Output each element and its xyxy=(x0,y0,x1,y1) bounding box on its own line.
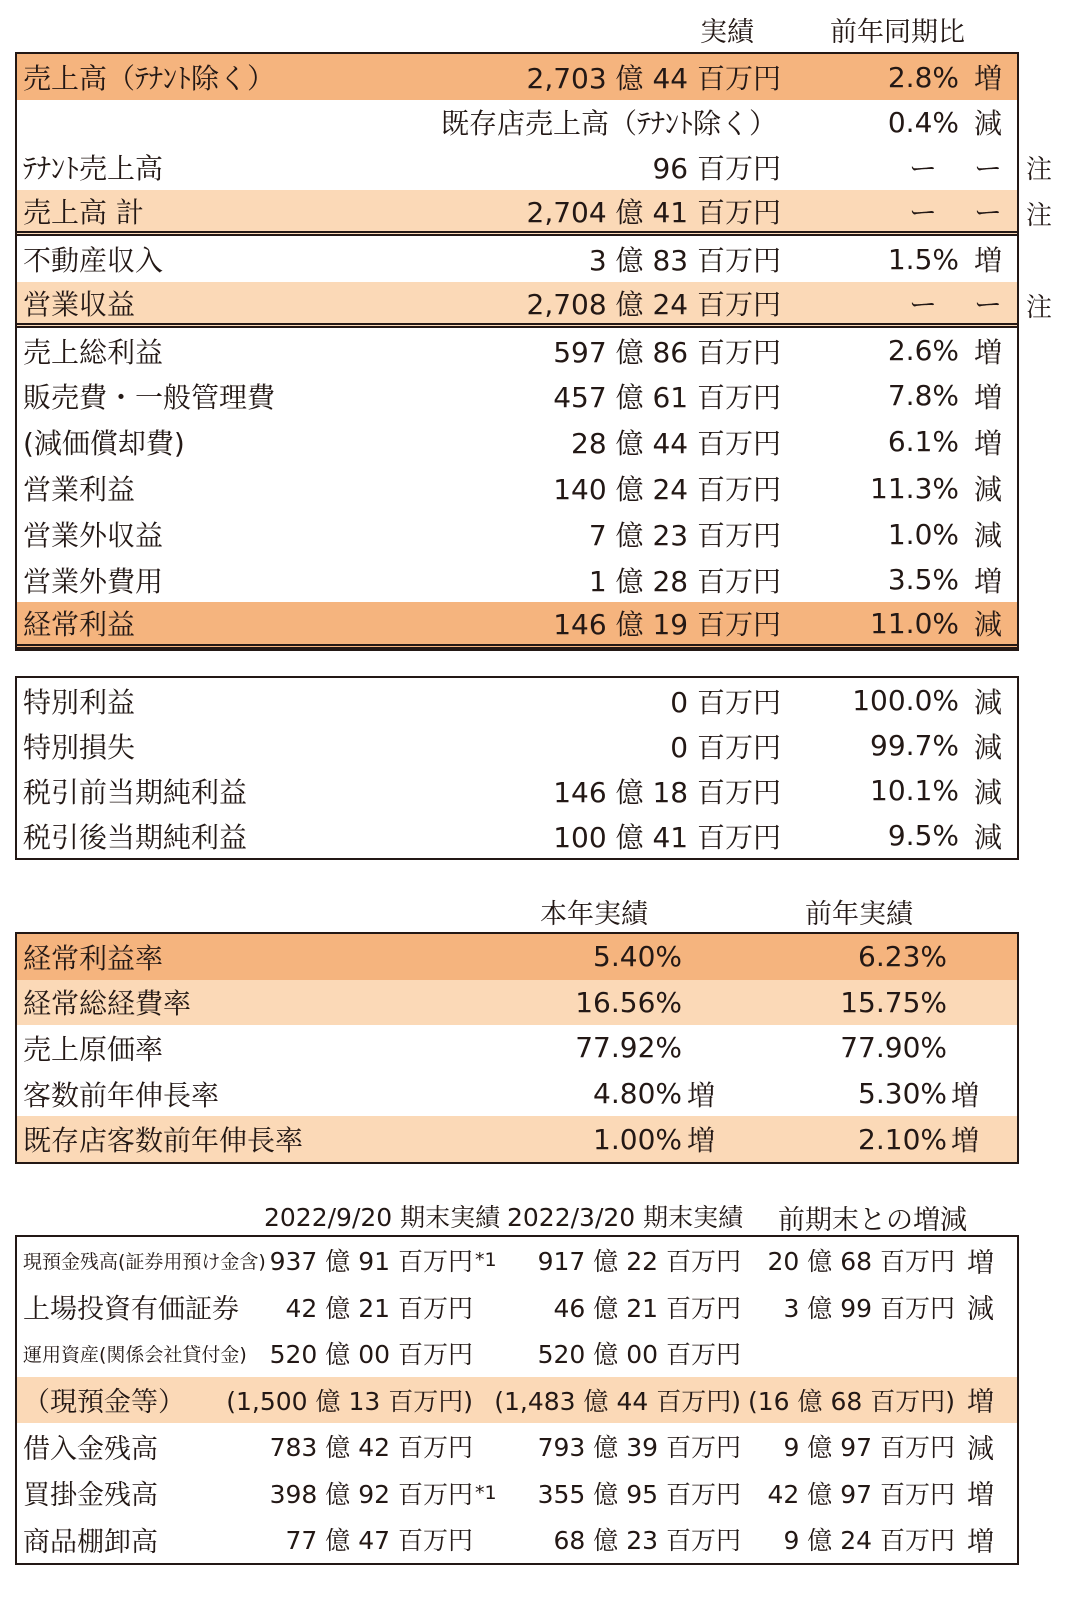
row-label: 営業外収益 xyxy=(23,519,164,552)
extraordinary-table xyxy=(15,676,1019,860)
table-row xyxy=(17,934,1017,980)
previous-direction: 増 xyxy=(951,1078,980,1112)
row-amount: 2,704 億 41 百万円 xyxy=(526,195,781,229)
row-label: 既存店客数前年伸長率 xyxy=(23,1124,304,1158)
current-value: 16.56% xyxy=(575,985,682,1019)
period-end-previous: (1,483 億 44 百万円) xyxy=(494,1386,741,1416)
row-label: 商品棚卸高 xyxy=(23,1526,158,1558)
row-label: 営業収益 xyxy=(23,287,136,321)
row-label: 客数前年伸長率 xyxy=(23,1078,220,1112)
row-direction: 減 xyxy=(973,820,1002,854)
period-end-current-value: 42 億 21 百万円 xyxy=(285,1293,473,1323)
row-label: 売上原価率 xyxy=(23,1032,164,1066)
table-row xyxy=(17,1025,1017,1071)
row-label: （現預金等） xyxy=(23,1387,185,1419)
row-label: 税引後当期純利益 xyxy=(23,820,248,854)
row-label: 不動産収入 xyxy=(23,244,164,277)
period-end-current xyxy=(270,1423,501,1470)
footnote-mark: 注 xyxy=(1026,200,1053,231)
period-end-previous: 46 億 21 百万円 xyxy=(553,1293,741,1323)
row-amount: 597 億 86 百万円 xyxy=(553,335,781,369)
row-amount: 0 百万円 xyxy=(670,730,781,764)
current-direction: 増 xyxy=(687,1124,716,1158)
row-direction: 増 xyxy=(973,335,1002,369)
change-value: 42 億 97 百万円 xyxy=(767,1479,955,1509)
footnote-mark: 注 xyxy=(1026,154,1053,185)
current-direction: 増 xyxy=(687,1078,716,1112)
row-amount: 0 百万円 xyxy=(670,685,781,719)
table-row xyxy=(17,373,1017,418)
period-end-current xyxy=(270,1470,501,1517)
row-yoy-percent: 1.5% xyxy=(887,242,959,276)
row-label: 売上高 計 xyxy=(23,195,144,229)
period-end-current xyxy=(270,1237,501,1284)
row-label: 売上高（ﾃﾅﾝﾄ除く） xyxy=(23,62,276,95)
header-previous-year: 前年実績 xyxy=(805,899,913,930)
table-row xyxy=(17,678,1017,723)
row-direction: ー xyxy=(973,287,1002,321)
table-row xyxy=(17,282,1017,328)
period-end-current-value: 398 億 92 百万円 xyxy=(269,1479,473,1509)
row-yoy-percent: 2.6% xyxy=(887,334,959,367)
row-yoy-percent: ー xyxy=(908,195,937,229)
row-yoy-percent: 1.0% xyxy=(887,517,959,551)
row-yoy-percent: 99.7% xyxy=(870,729,959,762)
row-label: 現預金残高(証券用預け金含) xyxy=(23,1250,266,1273)
header-yoy: 前年同期比 xyxy=(830,17,965,48)
period-end-current-value: 783 億 42 百万円 xyxy=(269,1433,473,1463)
footnote-mark: 注 xyxy=(1026,292,1053,323)
table-row xyxy=(17,1330,1017,1377)
row-yoy-percent: 7.8% xyxy=(887,379,959,412)
table-row xyxy=(17,1071,1017,1117)
change-direction: 減 xyxy=(967,1294,994,1326)
previous-value: 15.75% xyxy=(840,985,947,1019)
row-yoy-percent: 3.5% xyxy=(887,563,959,596)
change-value: (16 億 68 百万円) xyxy=(748,1386,955,1416)
row-amount: 146 億 19 百万円 xyxy=(553,608,781,641)
row-amount: 146 億 18 百万円 xyxy=(553,775,781,809)
current-value: 4.80% xyxy=(593,1077,682,1111)
row-label: ﾃﾅﾝﾄ売上高 xyxy=(23,152,164,185)
row-label: 営業外費用 xyxy=(23,564,164,598)
income-statement-table xyxy=(15,52,1019,651)
previous-direction: 増 xyxy=(951,1124,980,1158)
row-direction: 増 xyxy=(973,380,1002,414)
row-label: 税引前当期純利益 xyxy=(23,775,248,809)
row-direction: 減 xyxy=(973,685,1002,719)
row-yoy-percent: 11.3% xyxy=(870,471,959,505)
row-yoy-percent: 0.4% xyxy=(887,105,959,139)
table-row xyxy=(17,236,1017,282)
row-label: (減価償却費) xyxy=(23,426,185,460)
row-amount: 7 億 23 百万円 xyxy=(588,519,781,552)
row-label: 営業利益 xyxy=(23,473,136,506)
row-direction: 減 xyxy=(973,473,1002,506)
row-amount: 96 百万円 xyxy=(652,152,781,185)
row-yoy-percent: 100.0% xyxy=(852,684,959,717)
row-amount: 457 億 61 百万円 xyxy=(553,380,781,414)
row-label: 販売費・一般管理費 xyxy=(23,380,276,414)
row-amount: 3 億 83 百万円 xyxy=(588,244,781,277)
period-end-previous: 355 億 95 百万円 xyxy=(537,1479,741,1509)
balance-table xyxy=(15,1235,1019,1565)
table-row xyxy=(17,1284,1017,1331)
change-direction: 増 xyxy=(967,1480,994,1512)
change-direction: 増 xyxy=(967,1247,994,1279)
table-row xyxy=(17,1423,1017,1470)
current-value: 1.00% xyxy=(593,1122,682,1156)
period-end-current-value: (1,500 億 13 百万円) xyxy=(226,1386,473,1416)
row-label: 借入金残高 xyxy=(23,1433,158,1465)
previous-value: 5.30% xyxy=(858,1077,947,1111)
row-yoy-percent: 9.5% xyxy=(887,819,959,852)
table-row xyxy=(17,54,1017,100)
row-label: 経常総経費率 xyxy=(23,987,192,1021)
change-direction: 減 xyxy=(967,1433,994,1465)
row-direction: 減 xyxy=(973,608,1002,641)
table-row xyxy=(17,328,1017,373)
period-end-previous: 793 億 39 百万円 xyxy=(537,1433,741,1463)
period-end-previous: 917 億 22 百万円 xyxy=(537,1247,741,1277)
row-label: 運用資産(関係会社貸付金) xyxy=(23,1343,247,1366)
row-label: 経常利益 xyxy=(23,608,136,641)
row-direction: 減 xyxy=(973,775,1002,809)
footnote-asterisk: *1 xyxy=(475,1249,497,1272)
change-value: 3 億 99 百万円 xyxy=(783,1293,955,1323)
table-row xyxy=(17,190,1017,236)
previous-value: 6.23% xyxy=(858,940,947,974)
table-row xyxy=(17,144,1017,190)
period-end-current-value: 77 億 47 百万円 xyxy=(285,1526,473,1556)
row-yoy-percent: 6.1% xyxy=(887,425,959,458)
table-row xyxy=(17,602,1017,649)
row-amount: 140 億 24 百万円 xyxy=(553,473,781,506)
table-row xyxy=(17,418,1017,465)
previous-value: 2.10% xyxy=(858,1122,947,1156)
table-row xyxy=(17,1470,1017,1517)
row-direction: 減 xyxy=(973,107,1002,140)
table-row xyxy=(17,1377,1017,1424)
header-balance-change: 前期末との増減 xyxy=(778,1205,967,1236)
table-row xyxy=(17,465,1017,511)
period-end-previous: 520 億 00 百万円 xyxy=(537,1340,741,1370)
table-row xyxy=(17,813,1017,858)
period-end-current xyxy=(286,1284,501,1331)
previous-value: 77.90% xyxy=(840,1031,947,1065)
row-amount: 28 億 44 百万円 xyxy=(571,426,781,460)
row-label: 上場投資有価証券 xyxy=(23,1294,239,1326)
period-end-current-value: 937 億 91 百万円 xyxy=(269,1247,473,1277)
row-label: 特別利益 xyxy=(23,685,136,719)
row-label: 売上総利益 xyxy=(23,335,164,369)
period-end-current-value: 520 億 00 百万円 xyxy=(269,1340,473,1370)
period-end-current xyxy=(270,1330,501,1377)
table-row xyxy=(17,511,1017,557)
ratio-table xyxy=(15,932,1019,1164)
row-amount: 2,703 億 44 百万円 xyxy=(526,62,781,95)
row-amount: 2,708 億 24 百万円 xyxy=(526,287,781,321)
header-balance-previous: 2022/3/20 期末実績 xyxy=(507,1203,744,1232)
header-current-year: 本年実績 xyxy=(540,899,648,930)
footnote-asterisk: *1 xyxy=(475,1481,497,1504)
table-row xyxy=(17,100,1017,144)
table-row xyxy=(17,1237,1017,1284)
row-yoy-percent: 2.8% xyxy=(887,60,959,94)
table-row xyxy=(17,768,1017,813)
change-value: 9 億 97 百万円 xyxy=(783,1433,955,1463)
table-row xyxy=(17,980,1017,1026)
row-direction: 増 xyxy=(973,244,1002,277)
row-yoy-percent: ー xyxy=(908,152,937,185)
row-yoy-percent: 10.1% xyxy=(870,774,959,807)
header-balance-current: 2022/9/20 期末実績 xyxy=(264,1203,501,1232)
row-label: 買掛金残高 xyxy=(23,1480,158,1512)
row-direction: 増 xyxy=(973,426,1002,460)
table-row xyxy=(17,557,1017,602)
change-value: 20 億 68 百万円 xyxy=(767,1247,955,1277)
table-row xyxy=(17,1116,1017,1162)
row-label: 経常利益率 xyxy=(23,941,164,975)
period-end-previous: 68 億 23 百万円 xyxy=(553,1526,741,1556)
change-direction: 増 xyxy=(967,1526,994,1558)
row-amount: 100 億 41 百万円 xyxy=(553,820,781,854)
row-yoy-percent: 11.0% xyxy=(870,606,959,640)
row-amount: 1 億 28 百万円 xyxy=(588,564,781,598)
period-end-current xyxy=(226,1377,501,1424)
header-actual: 実績 xyxy=(700,17,754,48)
row-yoy-percent: ー xyxy=(908,287,937,321)
change-direction: 増 xyxy=(967,1387,994,1419)
row-amount: 既存店売上高（ﾃﾅﾝﾄ除く） xyxy=(440,107,777,140)
row-label: 特別損失 xyxy=(23,730,136,764)
row-direction: 減 xyxy=(973,730,1002,764)
table-row xyxy=(17,723,1017,768)
row-direction: ー xyxy=(973,195,1002,229)
row-direction: 増 xyxy=(973,62,1002,95)
row-direction: ー xyxy=(973,152,1002,185)
row-direction: 減 xyxy=(973,519,1002,552)
current-value: 5.40% xyxy=(593,940,682,974)
change-value: 9 億 24 百万円 xyxy=(783,1526,955,1556)
current-value: 77.92% xyxy=(575,1031,682,1065)
period-end-current xyxy=(286,1516,501,1563)
table-row xyxy=(17,1516,1017,1563)
row-direction: 増 xyxy=(973,564,1002,598)
